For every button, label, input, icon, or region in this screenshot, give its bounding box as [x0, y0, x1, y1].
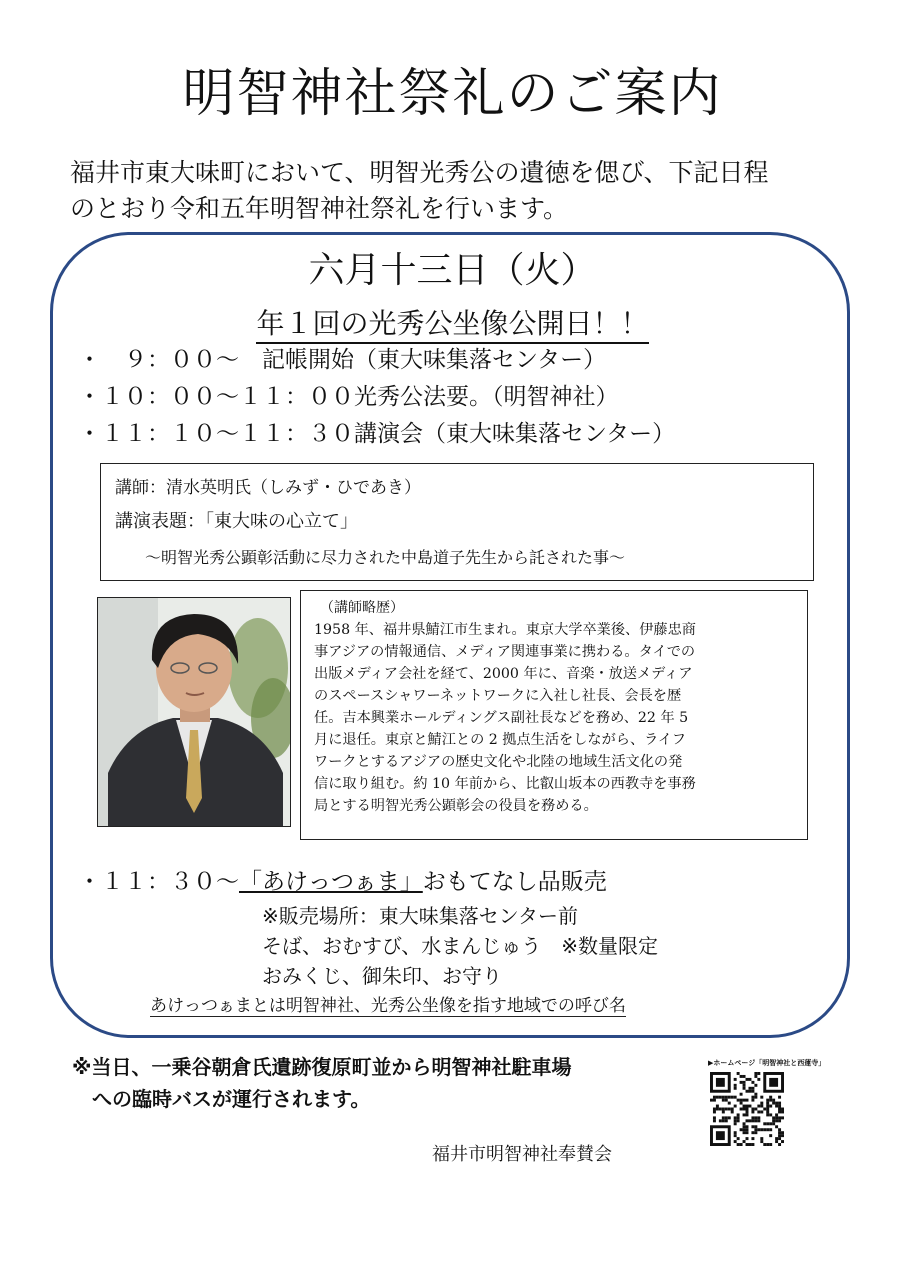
sale-time: ・１１：３０～ — [78, 869, 239, 895]
sale-location: ※販売場所：東大味集落センター前 — [262, 904, 578, 928]
sale-note-text: あけっつぁまとは明智神社、光秀公坐像を指す地域での呼び名 — [150, 996, 626, 1016]
bio-heading: （講師略歴） — [320, 600, 404, 616]
bio-line: のスペースシャワーネットワークに入社し社長、会長を歴 — [314, 688, 682, 704]
event-date: 六月十三日（火） — [308, 250, 597, 291]
lecture-title: 講演表題：「東大味の心立て」 — [115, 511, 358, 532]
sale-heading — [78, 866, 607, 898]
lecture-info-box — [100, 463, 814, 581]
lecture-subtitle: ～明智光秀公顕彰活動に尽力された中島道子先生から託された事～ — [145, 548, 626, 567]
sale-items: そば、おむすび、水まんじゅう ※数量限定 — [262, 934, 658, 958]
lecturer-bio-box — [300, 590, 808, 840]
lecturer-name: 講師：清水英明氏（しみず・ひであき） — [115, 478, 421, 498]
sale-name: 「あけっつぁま」 — [239, 869, 423, 895]
intro-line-2: のとおり令和五年明智神社祭礼を行います。 — [70, 194, 569, 223]
bio-line: 局とする明智光秀公顕彰会の役員を務める。 — [314, 798, 598, 814]
bio-line: 任。吉本興業ホールディングス副社長などを務め、22 年 5 — [314, 710, 689, 726]
bio-line: 出版メディア会社を経て、2000 年に、音楽・放送メディア — [314, 666, 693, 682]
bio-line: ワークとするアジアの歴史文化や北陸の地域生活文化の発 — [314, 754, 683, 770]
headline-text: 年１回の光秀公坐像公開日！！ — [256, 307, 648, 344]
schedule-item-3: ・１１：１０～１１：３０講演会（東大味集落センター） — [78, 421, 676, 447]
sale-rest: おもてなし品販売 — [422, 869, 607, 895]
organizer: 福井市明智神社奉賛会 — [432, 1144, 612, 1165]
qr-caption: ▶ホームページ「明智神社と西蓮寺」 — [708, 1059, 826, 1067]
schedule-item-2: ・１０：００～１１：００光秀公法要。（明智神社） — [78, 384, 619, 410]
event-headline — [0, 304, 905, 344]
bio-line: 事アジアの情報通信、メディア関連事業に携わる。タイでの — [314, 644, 696, 660]
intro-line-1: 福井市東大味町において、明智光秀公の遺徳を偲び、下記日程 — [70, 158, 769, 187]
page-title: 明智神社祭礼のご案内 — [182, 64, 723, 124]
lecturer-photo — [97, 597, 291, 827]
schedule-item-1: ・ ９：００～ 記帳開始（東大味集落センター） — [78, 347, 607, 373]
bio-line: 月に退任。東京と鯖江との 2 拠点生活をしながら、ライフ — [314, 732, 686, 748]
bus-notice-line-2: への臨時バスが運行されます。 — [92, 1087, 371, 1111]
bio-line: 1958 年、福井県鯖江市生まれ。東京大学卒業後、伊藤忠商 — [314, 622, 696, 638]
bus-notice-line-1: ※当日、一乗谷朝倉氏遺跡復原町並から明智神社駐車場 — [72, 1055, 572, 1079]
sale-note — [150, 994, 626, 1018]
sale-items-2: おみくじ、御朱印、お守り — [262, 964, 502, 988]
qr-code[interactable] — [710, 1072, 784, 1152]
bio-line: 信に取り組む。約 10 年前から、比叡山坂本の西教寺を事務 — [314, 776, 696, 792]
